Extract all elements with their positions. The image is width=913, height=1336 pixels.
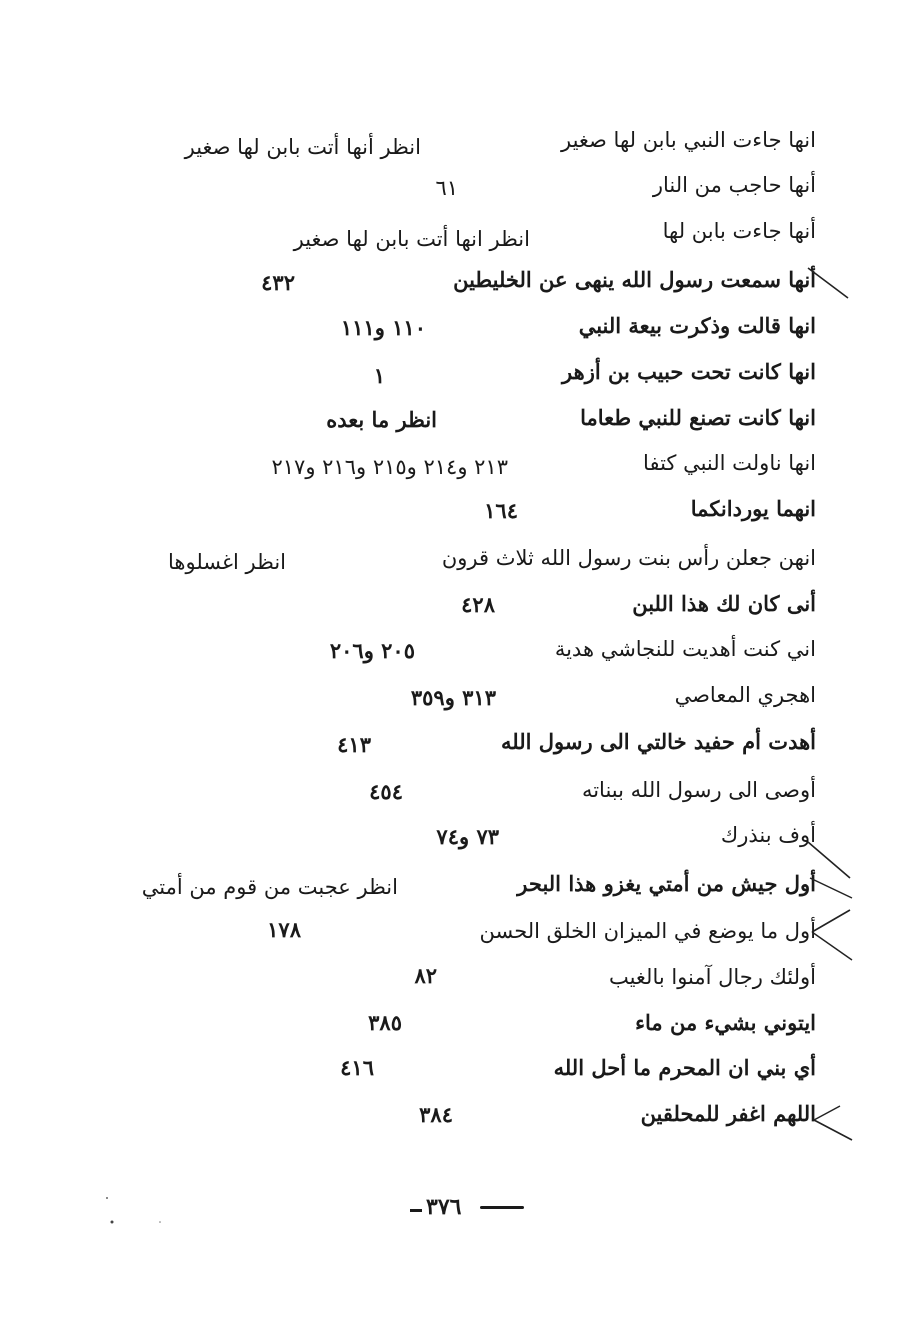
entry-reference: انظر انها أتت بابن لها صغير [293, 227, 530, 251]
entry-reference: انظر اغسلوها [168, 550, 286, 574]
entry-reference [185, 132, 421, 162]
pen-mark [814, 1106, 840, 1120]
entry-reference: ١١٠ و١١١ [340, 315, 426, 340]
entry-text: أنها سمعت رسول الله ينهى عن الخليطين [453, 267, 816, 292]
entry-text: انها جاءت النبي بابن لها صغير [560, 128, 816, 152]
entry-text: انهن جعلن رأس بنت رسول الله ثلاث قرون [441, 546, 816, 570]
entry-reference: ٨٢ [414, 963, 437, 988]
entry-reference: ٣١٣ و٣٥٩ [410, 685, 496, 710]
entry-reference: ٤١٣ [337, 732, 371, 757]
entry-text: ايتوني بشيء من ماء [635, 1010, 816, 1035]
speck [159, 1221, 161, 1223]
speck [111, 1221, 114, 1224]
entry-reference: ١٦٤ [484, 498, 518, 523]
pen-mark [810, 878, 852, 898]
entry-reference: انظر عجبت من قوم من أمتي [141, 875, 398, 899]
entry-text: أول ما يوضع في الميزان الخلق الحسن [479, 919, 816, 943]
entry-reference: ٤١٦ [340, 1055, 374, 1080]
entry-reference: ٢٠٥ و٢٠٦ [329, 638, 415, 663]
entry-text: أوف بنذرك [720, 823, 816, 847]
entry-reference: ٤٢٨ [461, 592, 495, 617]
entry-text: أوصى الى رسول الله ببناته [581, 778, 816, 802]
entry-reference: ١٧٨ [267, 917, 301, 942]
entry-text: أولئك رجال آمنوا بالغيب [608, 965, 816, 989]
entry-text: أهدت أم حفيد خالتي الى رسول الله [500, 729, 816, 754]
entry-text: اني كنت أهديت للنجاشي هدية [554, 637, 816, 661]
entry-reference: ٤٣٢ [261, 270, 295, 295]
entry-text: اللهم اغفر للمحلقين [640, 1101, 816, 1126]
entry-text: انها ناولت النبي كتفا [643, 451, 816, 475]
entry-text: أنها جاءت بابن لها [662, 219, 816, 243]
footer-dash-left [410, 1209, 422, 1212]
entry-reference-text: انظر أنها أتت بابن لها صغير [184, 135, 421, 159]
entry-text: انها كانت تصنع للنبي طعاما [580, 405, 816, 430]
speck [106, 1197, 108, 1199]
entry-text: انها قالت وذكرت بيعة النبي [578, 313, 816, 338]
entry-reference: ٣٨٤ [419, 1102, 453, 1127]
page-number: ٣٧٦ [426, 1194, 462, 1220]
pen-mark [814, 1120, 852, 1140]
entry-reference: ٦١ [435, 176, 458, 200]
footer-dash-right [480, 1206, 524, 1209]
entry-reference: ٣٨٥ [368, 1010, 402, 1035]
entry-text: أول جيش من أمتي يغزو هذا البحر [517, 871, 816, 896]
page-footer [380, 1190, 540, 1226]
entry-text: أنها حاجب من النار [652, 173, 816, 197]
entry-text: انها كانت تحت حبيب بن أزهر [562, 359, 816, 384]
entry-text: اهجري المعاصي [674, 683, 816, 707]
entry-text: أي بني ان المحرم ما أحل الله [553, 1055, 816, 1080]
pen-mark [812, 910, 850, 932]
entry-reference: ٧٣ و٧٤ [436, 824, 499, 849]
entry-text: أنى كان لك هذا اللبن [632, 591, 816, 616]
entry-reference: ٢١٣ و٢١٤ و٢١٥ و٢١٦ و٢١٧ [271, 455, 508, 479]
pen-mark [812, 932, 852, 960]
entry-reference: انظر ما بعده [326, 407, 437, 432]
entry-text: انهما يوردانكما [690, 496, 816, 521]
entry-reference: ١ [373, 363, 385, 388]
entry-reference: ٤٥٤ [369, 779, 403, 804]
